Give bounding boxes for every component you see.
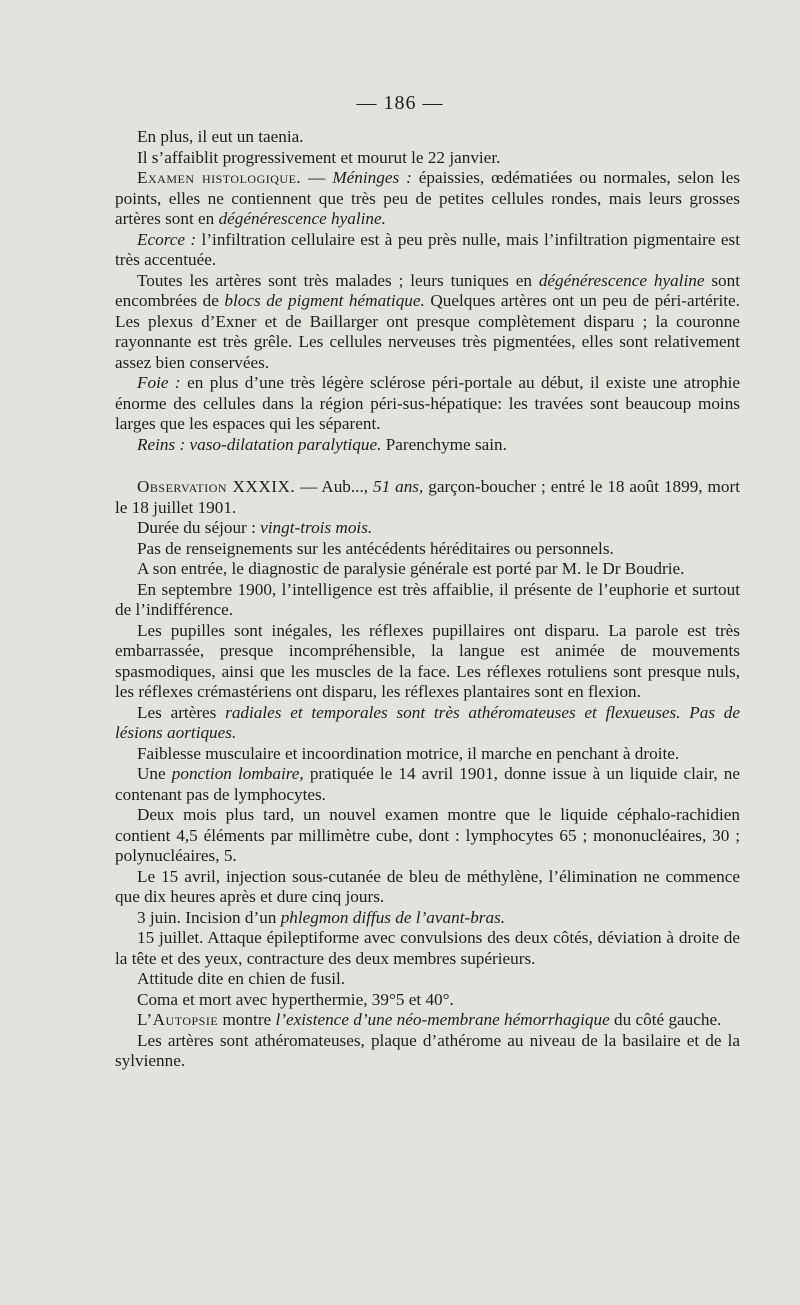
observation-heading-paragraph [115,477,740,518]
italic-run: Reins : vaso-dilatation paralytique. [137,434,382,454]
small-caps-run: Observation XXXIX. [137,477,296,496]
text-run: Attitude dite en chien de fusil. [137,969,346,988]
text-run: Il s’affaiblit progressivement et mourut le 22 janvier. [137,147,501,167]
text-run: Durée du séjour : [137,518,261,537]
paragraph [115,168,740,230]
text-run: garçon-boucher ; entré le 18 août 1899, mort le 18 juillet 1901. [115,477,740,517]
paragraph [115,969,740,990]
text-run: — [301,168,333,187]
text-run: Toutes les artères sont très malades ; leurs tuniques en [137,270,539,290]
paragraph [115,744,740,765]
text-run: montre [218,1010,276,1029]
text-run: l’infiltration cellulaire est à peu près nulle, mais l’infiltration pigmentaire est très accentuée. [115,229,740,269]
paragraph [115,1031,740,1072]
italic-run: blocs de pigment hématique. [224,291,425,310]
paragraph [115,908,740,929]
text-run: Les artères [137,702,226,722]
italic-run: 51 ans, [373,477,424,496]
text-run: Coma et mort avec hyperthermie, 39°5 et 40°. [137,989,454,1009]
italic-run: dégénérescence hyaline. [218,209,386,228]
text-run: — Aub..., [295,477,373,496]
paragraph [115,580,740,621]
italic-run: ponction lombaire, [171,764,304,783]
paragraph [115,928,740,969]
text-run: Pas de renseignements sur les antécédents héréditaires ou personnels. [137,538,614,558]
paragraph [115,230,740,271]
italic-run: vingt-trois mois. [260,518,373,537]
paragraph [115,271,740,374]
text-run: 3 juin. Incision d’un [137,907,281,927]
paragraph [115,559,740,580]
text-run: épaissies, œdématiées ou normales, selon les points, elles ne contiennent que très peu de petites cellules rondes, mais leurs grosses artères sont en [115,168,741,228]
italic-run: Ecorce : [137,229,197,249]
text-run: Parenchyme sain. [381,434,507,454]
text-run: sont encombrées de [115,270,740,310]
paragraph [115,518,740,539]
text-run: En plus, il eut un taenia. [137,127,304,146]
italic-run: Méninges : [332,168,412,187]
paragraph [115,539,740,560]
italic-run: radiales et temporales sont très athéromateuses et flexueuses. Pas de lésions aortiques. [115,702,740,742]
text-run: Les artères sont athéromateuses, plaque d’athérome au niveau de la basilaire et de la sylvienne. [115,1030,740,1070]
body-text [115,127,740,1072]
paragraph [115,621,740,703]
paragraph [115,990,740,1011]
page-number: — 186 — [356,92,444,114]
paragraph [115,1010,740,1031]
paragraph [115,148,740,169]
text-run: du côté gauche. [609,1010,722,1029]
paragraph [115,435,740,456]
paragraph [115,764,740,805]
text-run: Quelques artères ont un peu de péri-artérite. Les plexus d’Exner et de Baillarger ont presque complètement disparu ; la couronne rayonnante est très grêle. Les cellules nerveuses très pigmentées, elles sont relativement assez bien conservées. [115,291,740,372]
italic-run: Foie : [137,373,181,392]
paragraph [115,867,740,908]
text-run: Deux mois plus tard, un nouvel examen montre que le liquide céphalo-rachidien contient 4,5 éléments par millimètre cube, dont : lymphocytes 65 ; mononucléaires, 30 ; polynucléaires, 5. [115,805,740,865]
italic-run: phlegmon diffus de l’avant-bras. [280,907,506,927]
paragraph [115,805,740,867]
text-run: pratiquée le 14 avril 1901, donne issue à un liquide clair, ne contenant pas de lymphocytes. [115,764,740,804]
paragraph [115,127,740,148]
text-run: en plus d’une très légère sclérose péri-portale au début, il existe une atrophie énorme des cellules dans la région péri-sus-hépatique: les travées sont beaucoup moins larges que les espaces qui les séparent. [115,373,740,433]
italic-run: l’existence d’une néo-membrane hémorrhagique [275,1010,610,1029]
small-caps-run: Examen histologique. [137,168,302,187]
text-run: En septembre 1900, l’intelligence est très affaiblie, il présente de l’euphorie et surtout de l’indifférence. [115,579,740,619]
paragraph [115,703,740,744]
text-run: 15 juillet. Attaque épileptiforme avec convulsions des deux côtés, déviation à droite de la tête et des yeux, contracture des deux membres supérieurs. [115,928,740,968]
text-run: Les pupilles sont inégales, les réflexes pupillaires ont disparu. La parole est très embarrassée, presque incompréhensible, la langue est animée de mouvements spasmodiques, ainsi que les muscles de la face. Les réflexes rotuliens sont presque nuls, les réflexes crémastériens ont disparu, les réflexes plantaires sont en flexion. [115,620,740,701]
text-run: A son entrée, le diagnostic de paralysie générale est porté par M. le Dr Boudrie. [137,559,685,578]
small-caps-run: L’Autopsie [137,1010,219,1029]
italic-run: dégénérescence hyaline [538,270,705,290]
paragraph [115,373,740,435]
text-run: Faiblesse musculaire et incoordination motrice, il marche en penchant à droite. [137,743,680,763]
text-run: Le 15 avril, injection sous-cutanée de bleu de méthylène, l’élimination ne commence que dix heures après et dure cinq jours. [115,866,740,906]
text-run: Une [137,764,172,783]
